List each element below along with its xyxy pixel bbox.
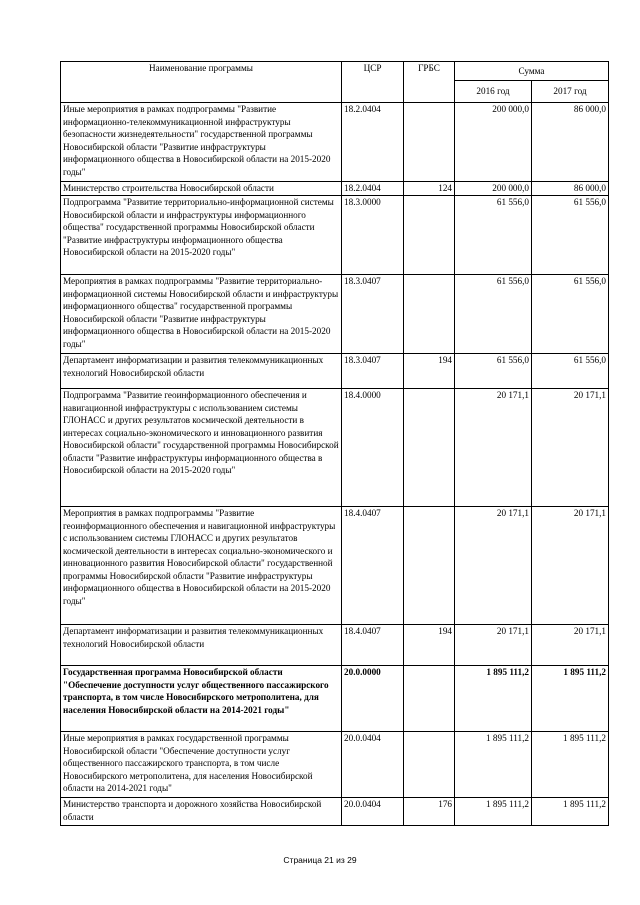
row-csr: 20.0.0404 — [342, 732, 404, 798]
row-2016: 20 171,1 — [455, 507, 532, 625]
row-2016: 61 556,0 — [455, 354, 532, 389]
row-name: Министерство транспорта и дорожного хозяйства Новосибирской области — [61, 798, 342, 826]
row-2016: 20 171,1 — [455, 625, 532, 666]
row-2016: 200 000,0 — [455, 182, 532, 196]
row-csr: 18.2.0404 — [342, 103, 404, 182]
table-row — [61, 275, 609, 354]
row-2016: 200 000,0 — [455, 103, 532, 182]
row-csr: 18.3.0407 — [342, 275, 404, 354]
row-grbs: 124 — [404, 182, 455, 196]
row-2017: 1 895 111,2 — [532, 732, 609, 798]
header-grbs: ГРБС — [404, 62, 455, 103]
row-grbs — [404, 196, 455, 275]
header-2017: 2017 год — [532, 81, 609, 103]
table-row — [61, 666, 609, 732]
row-grbs — [404, 666, 455, 732]
row-csr: 18.4.0407 — [342, 625, 404, 666]
page-footer: Страница 21 из 29 — [283, 855, 357, 865]
table-row — [61, 798, 609, 826]
row-csr: 18.3.0000 — [342, 196, 404, 275]
row-name: Департамент информатизации и развития телекоммуникационных технологий Новосибирской области — [61, 354, 342, 389]
row-2016: 1 895 111,2 — [455, 732, 532, 798]
row-name: Департамент информатизации и развития телекоммуникационных технологий Новосибирской области — [61, 625, 342, 666]
row-grbs: 194 — [404, 625, 455, 666]
row-2016: 61 556,0 — [455, 196, 532, 275]
table-row — [61, 389, 609, 507]
row-2016: 20 171,1 — [455, 389, 532, 507]
row-grbs: 176 — [404, 798, 455, 826]
header-name: Наименование программы — [61, 62, 342, 103]
row-name: Государственная программа Новосибирской области "Обеспечение доступности услуг общественного пассажирского транспорта, в том числе Новосибирского метрополитена, для населения Новосибирской области на 2014-2021 годы" — [61, 666, 342, 732]
row-2017: 20 171,1 — [532, 389, 609, 507]
row-name: Мероприятия в рамках подпрограммы "Развитие геоинформационного обеспечения и навигационной инфраструктуры с использованием системы ГЛОНАСС и других результатов космической деятельности в интересах социально-экономического и инновационного развития Новосибирской области" государственной программы Новосибирской области "Развитие инфраструктуры информационного общества в Новосибирской области на 2015-2020 годы" — [61, 507, 342, 625]
row-name: Министерство строительства Новосибирской области — [61, 182, 342, 196]
row-2017: 20 171,1 — [532, 625, 609, 666]
row-2017: 20 171,1 — [532, 507, 609, 625]
row-name: Подпрограмма "Развитие геоинформационного обеспечения и навигационной инфраструктуры с использованием системы ГЛОНАСС и других результатов космической деятельности в интересах социально-экономического и инновационного развития Новосибирской области" государственной программы Новосибирской области "Развитие инфраструктуры информационного общества в Новосибирской области на 2015-2020 годы" — [61, 389, 342, 507]
row-csr: 18.4.0000 — [342, 389, 404, 507]
row-csr: 18.3.0407 — [342, 354, 404, 389]
row-2017: 86 000,0 — [532, 103, 609, 182]
row-grbs — [404, 275, 455, 354]
row-2017: 1 895 111,2 — [532, 798, 609, 826]
row-csr: 18.4.0407 — [342, 507, 404, 625]
row-grbs — [404, 732, 455, 798]
budget-table — [60, 61, 609, 826]
table-row — [61, 182, 609, 196]
row-grbs — [404, 389, 455, 507]
row-grbs: 194 — [404, 354, 455, 389]
row-2017: 61 556,0 — [532, 354, 609, 389]
header-csr: ЦСР — [342, 62, 404, 103]
row-csr: 20.0.0000 — [342, 666, 404, 732]
table-row — [61, 732, 609, 798]
table-row — [61, 103, 609, 182]
row-name: Мероприятия в рамках подпрограммы "Развитие территориально-информационной системы Новосибирской области и инфраструктуры информационного общества" государственной программы Новосибирской области "Развитие инфраструктуры информационного общества в Новосибирской области на 2015-2020 годы" — [61, 275, 342, 354]
row-2017: 61 556,0 — [532, 196, 609, 275]
row-csr: 20.0.0404 — [342, 798, 404, 826]
row-name: Подпрограмма "Развитие территориально-информационной системы Новосибирской области и инфраструктуры информационного общества" государственной программы Новосибирской области "Развитие инфраструктуры информационного общества Новосибирской области на 2015-2020 годы" — [61, 196, 342, 275]
header-2016: 2016 год — [455, 81, 532, 103]
table-row — [61, 625, 609, 666]
row-2016: 1 895 111,2 — [455, 798, 532, 826]
table-row — [61, 196, 609, 275]
row-2017: 1 895 111,2 — [532, 666, 609, 732]
table-row — [61, 507, 609, 625]
table-row — [61, 354, 609, 389]
row-csr: 18.2.0404 — [342, 182, 404, 196]
row-grbs — [404, 507, 455, 625]
row-2017: 61 556,0 — [532, 275, 609, 354]
row-2017: 86 000,0 — [532, 182, 609, 196]
row-2016: 1 895 111,2 — [455, 666, 532, 732]
header-sum: Сумма — [455, 62, 609, 81]
row-name: Иные мероприятия в рамках государственной программы Новосибирской области "Обеспечение доступности услуг общественного пассажирского транспорта, в том числе Новосибирского метрополитена, для населения Новосибирской области на 2014-2021 годы" — [61, 732, 342, 798]
row-name: Иные мероприятия в рамках подпрограммы "Развитие информационно-телекоммуникационной инфраструктуры безопасности жизнедеятельности" государственной программы Новосибирской области "Развитие инфраструктуры информационного общества в Новосибирской области на 2015-2020 годы" — [61, 103, 342, 182]
row-grbs — [404, 103, 455, 182]
row-2016: 61 556,0 — [455, 275, 532, 354]
